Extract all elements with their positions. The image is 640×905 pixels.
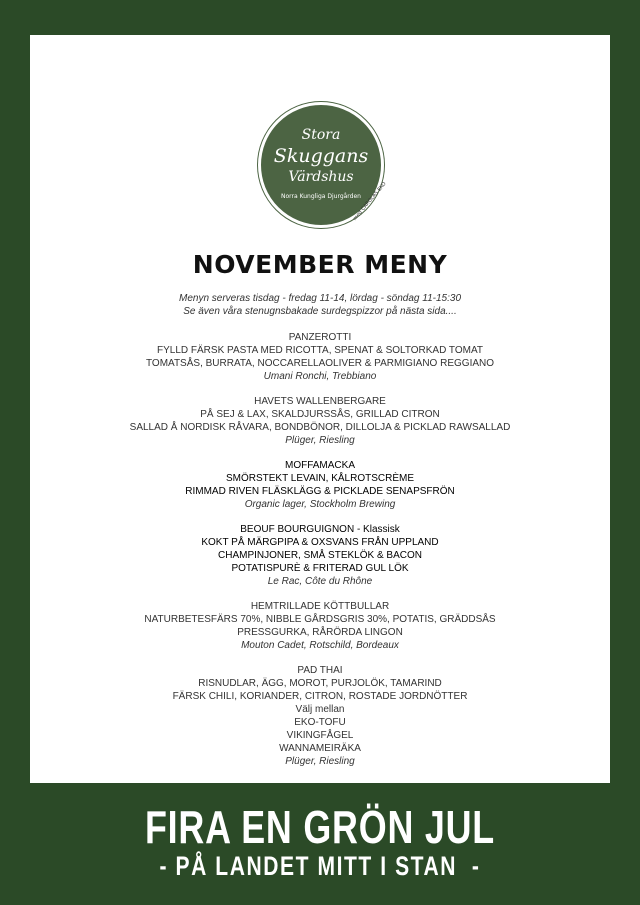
dish-option: EKO-TOFU bbox=[294, 717, 346, 728]
dish-line: KOKT PÅ MÄRGPIPA & OXSVANS FRÅN UPPLAND bbox=[201, 537, 439, 548]
dish-line: Välj mellan bbox=[295, 704, 345, 715]
wine-pairing: Organic lager, Stockholm Brewing bbox=[244, 499, 396, 510]
intro-line: Se även våra stenugnsbakade surdegspizzor på nästa sida.... bbox=[183, 306, 457, 317]
dish-line: SALLAD Å NORDISK RÅVARA, BONDBÖNOR, DILLOLJA & PICKLAD RAWSALLAD bbox=[129, 422, 511, 433]
dish-name: PANZEROTTI bbox=[288, 332, 352, 343]
logo-line-4: Norra Kungliga Djurgården bbox=[281, 193, 361, 200]
logo-line-2: Skuggans bbox=[273, 145, 369, 167]
dish-line: TOMATSÅS, BURRATA, NOCCARELLAOLIVER & PARMIGIANO REGGIANO bbox=[145, 358, 495, 369]
wine-pairing: Umani Ronchi, Trebbiano bbox=[263, 371, 377, 382]
dish-name: HAVETS WALLENBERGARE bbox=[254, 396, 386, 407]
dish-name: BEOUF BOURGUIGNON - Klassisk bbox=[240, 524, 400, 535]
logo-line-3: Värdshus bbox=[288, 169, 354, 185]
page-title: NOVEMBER MENY bbox=[192, 250, 448, 279]
wine-pairing: Le Rac, Côte du Rhône bbox=[267, 576, 373, 587]
logo-tagline: med CAROLAS EKO bbox=[352, 181, 388, 222]
menu-content bbox=[0, 292, 640, 780]
dish-line: PRESSGURKA, RÅRÖRDA LINGON bbox=[237, 627, 403, 638]
dish-line: RISNUDLAR, ÄGG, MOROT, PURJOLÖK, TAMARIND bbox=[198, 678, 442, 689]
dish-name: MOFFAMACKA bbox=[284, 460, 355, 471]
dish-line: SMÖRSTEKT LEVAIN, KÅLROTSCRÈME bbox=[225, 473, 414, 484]
dish-line: FYLLD FÄRSK PASTA MED RICOTTA, SPENAT & SOLTORKAD TOMAT bbox=[157, 345, 483, 356]
dish-line: POTATISPURÈ & FRITERAD GUL LÖK bbox=[231, 563, 409, 574]
footer-subline: - PÅ LANDET MITT I STAN - bbox=[159, 851, 481, 881]
wine-pairing: Mouton Cadet, Rotschild, Bordeaux bbox=[241, 640, 399, 651]
logo-line-1: Stora bbox=[301, 127, 341, 143]
dish-line: RIMMAD RIVEN FLÄSKLÄGG & PICKLADE SENAPSFRÖN bbox=[185, 486, 455, 497]
dish-name: HEMTRILLADE KÖTTBULLAR bbox=[250, 601, 390, 612]
dish-line: CHAMPINJONER, SMÅ STEKLÖK & BACON bbox=[218, 550, 422, 561]
dish-line: PÅ SEJ & LAX, SKALDJURSSÅS, GRILLAD CITRON bbox=[200, 409, 440, 420]
menu-section-panzerotti bbox=[0, 331, 640, 383]
dish-line: FÄRSK CHILI, KORIANDER, CITRON, ROSTADE JORDNÖTTER bbox=[172, 691, 468, 702]
dish-name: PAD THAI bbox=[297, 665, 343, 676]
wine-pairing: Plüger, Riesling bbox=[285, 435, 355, 446]
intro bbox=[0, 292, 640, 318]
menu-section-wallenbergare bbox=[0, 395, 640, 447]
menu-section-kottbullar bbox=[0, 600, 640, 652]
wine-pairing: Plüger, Riesling bbox=[285, 756, 355, 767]
dish-line: NATURBETESFÄRS 70%, NIBBLE GÅRDSGRIS 30%, POTATIS, GRÄDDSÅS bbox=[144, 614, 496, 625]
dish-option: WANNAMEIRÄKA bbox=[279, 743, 361, 754]
menu-section-bourguignon bbox=[0, 523, 640, 588]
intro-line: Menyn serveras tisdag - fredag 11-14, lördag - söndag 11-15:30 bbox=[178, 293, 462, 304]
dish-option: VIKINGFÅGEL bbox=[286, 730, 354, 741]
menu-section-moffamacka bbox=[0, 459, 640, 511]
footer-headline: FIRA EN GRÖN JUL bbox=[144, 801, 496, 853]
menu-section-pad-thai bbox=[0, 664, 640, 768]
